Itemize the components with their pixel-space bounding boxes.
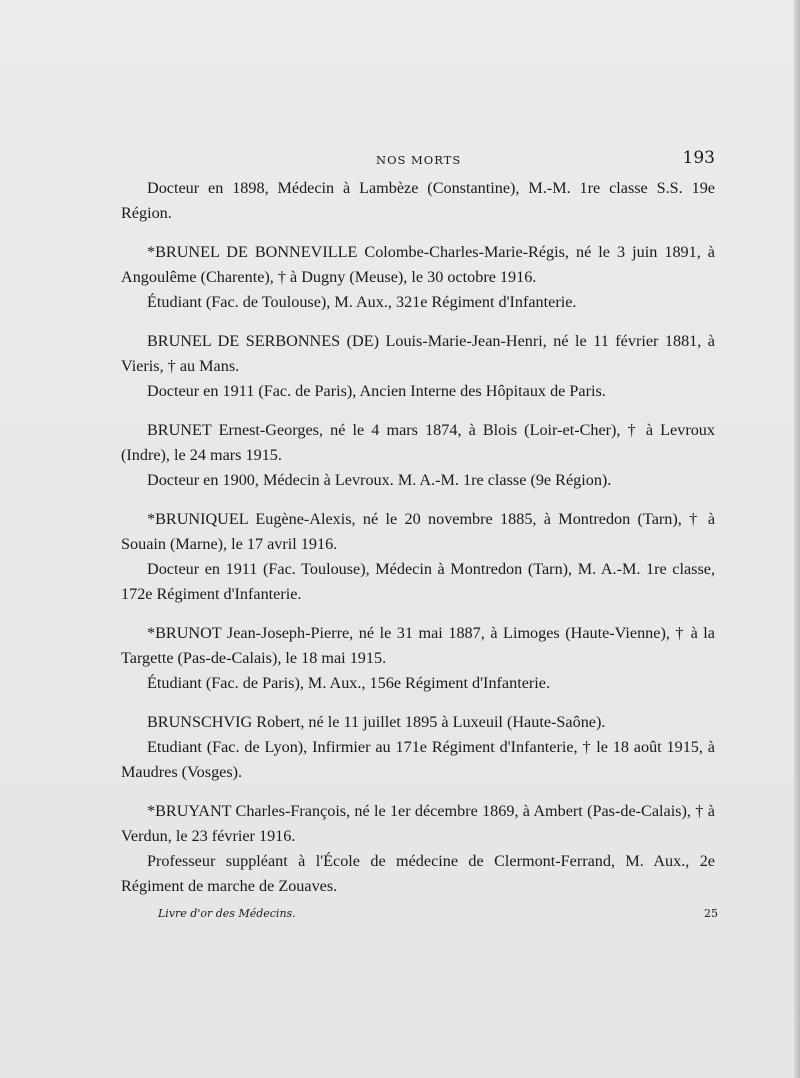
entry-heading: *BRUNIQUEL Eugène-Alexis, né le 20 novembre 1885, à Montredon (Tarn), † à Souain (Marne), le 17 avril 1916. [121,510,715,553]
entry-heading: *BRUNEL DE BONNEVILLE Colombe-Charles-Marie-Régis, né le 3 juin 1891, à Angoulême (Charente), † à Dugny (Meuse), le 30 octobre 1916. [121,243,715,286]
entry [121,710,715,785]
entry [121,799,715,899]
entry [121,329,715,404]
entry-heading: BRUNSCHVIG Robert, né le 11 juillet 1895 à Luxeuil (Haute-Saône). [147,713,606,731]
entry [121,418,715,493]
entry-heading: *BRUNOT Jean-Joseph-Pierre, né le 31 mai 1887, à Limoges (Haute-Vienne), † à la Targette (Pas-de-Calais), le 18 mai 1915. [121,624,715,667]
entry-paragraph: Docteur en 1900, Médecin à Levroux. M. A.-M. 1re classe (9e Région). [147,471,612,489]
page-edge-shadow [794,0,800,1078]
entry-paragraph: Étudiant (Fac. de Paris), M. Aux., 156e Régiment d'Infanterie. [147,674,551,692]
entry-paragraph: Docteur en 1911 (Fac. Toulouse), Médecin à Montredon (Tarn), M. A.-M. 1re classe, 172e Régiment d'Infanterie. [121,560,715,603]
page-footer [158,907,718,925]
entry-paragraph: Etudiant (Fac. de Lyon), Infirmier au 171e Régiment d'Infanterie, † le 18 août 1915, à Maudres (Vosges). [121,738,715,781]
entry-heading: BRUNEL DE SERBONNES (DE) Louis-Marie-Jean-Henri, né le 11 février 1881, à Vieris, † au Mans. [121,332,715,375]
entry-paragraph: Professeur suppléant à l'École de médecine de Clermont-Ferrand, M. Aux., 2e Régiment de marche de Zouaves. [121,852,715,895]
entry [121,621,715,696]
signature-mark: 25 [704,907,718,920]
running-title: NOS MORTS [376,153,462,167]
entry [121,176,715,226]
page-number: 193 [682,148,715,168]
entry [121,240,715,315]
entry-paragraph: Docteur en 1898, Médecin à Lambèze (Constantine), M.-M. 1re classe S.S. 19e Région. [121,179,715,222]
entry-paragraph: Étudiant (Fac. de Toulouse), M. Aux., 321e Régiment d'Infanterie. [147,293,577,311]
book-title: Livre d'or des Médecins. [158,907,296,920]
entry-heading: BRUNET Ernest-Georges, né le 4 mars 1874, à Blois (Loir-et-Cher), † à Levroux (Indre), le 24 mars 1915. [121,421,715,464]
entry-paragraph: Docteur en 1911 (Fac. de Paris), Ancien Interne des Hôpitaux de Paris. [147,382,606,400]
entry [121,507,715,607]
entry-heading: *BRUYANT Charles-François, né le 1er décembre 1869, à Ambert (Pas-de-Calais), † à Verdun, le 23 février 1916. [121,802,715,845]
obituary-list [121,176,715,913]
page-header [140,148,715,174]
